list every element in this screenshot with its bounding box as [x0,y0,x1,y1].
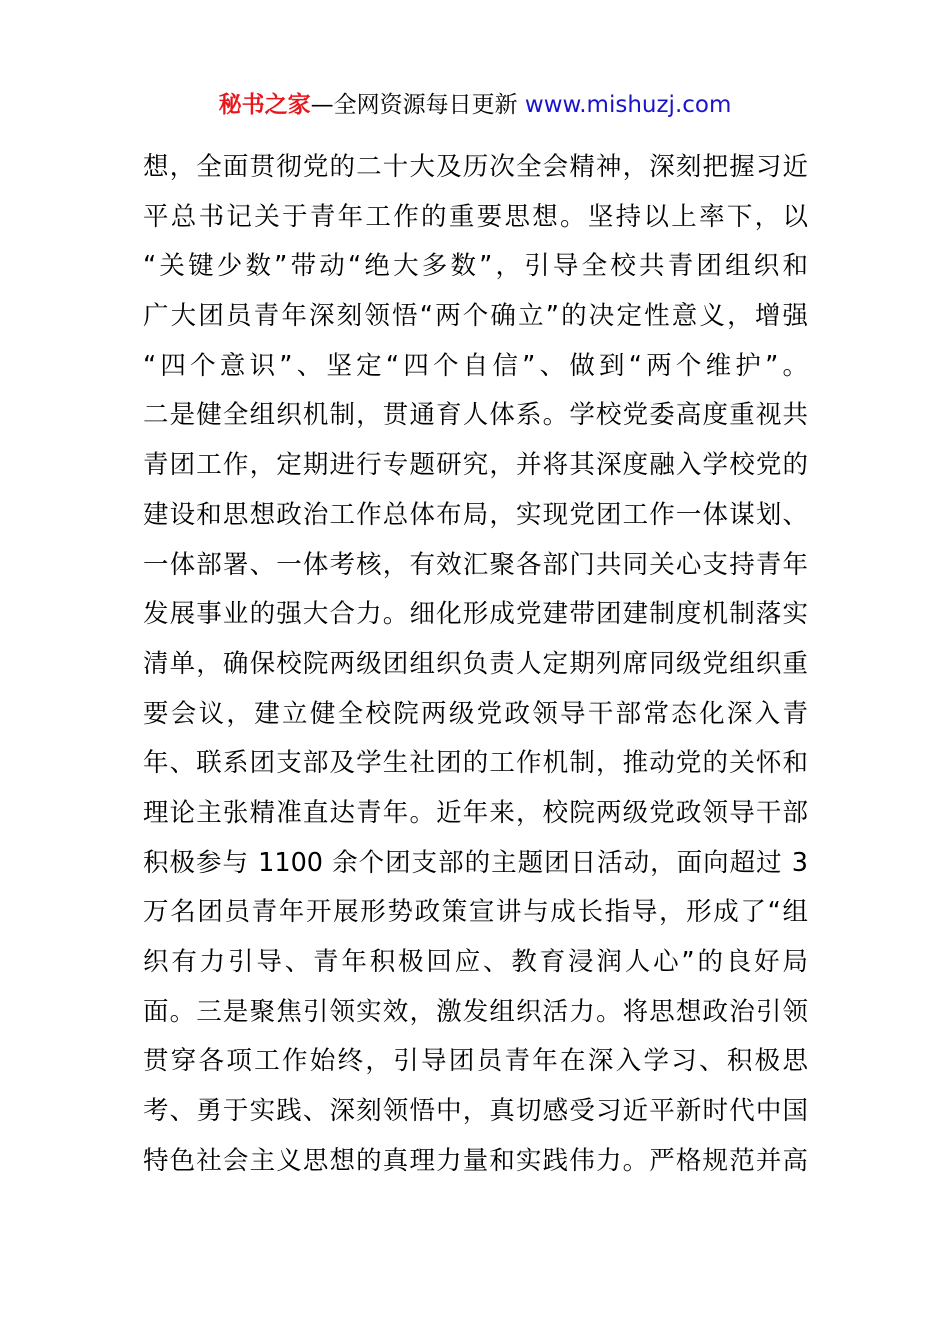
text-line: 考、勇于实践、深刻领悟中，真切感受习近平新时代中国 [143,1096,808,1127]
text-line: 万名团员青年开展形势政策宣讲与成长指导，形成了“组 [143,897,808,928]
site-brand: 秘书之家 [218,92,311,118]
text-line: 要会议，建立健全校院两级党政领导干部常态化深入青 [143,698,808,729]
text-line: 二是健全组织机制，贯通育人体系。学校党委高度重视共 [143,400,808,431]
text-line: 一体部署、一体考核，有效汇聚各部门共同关心支持青年 [143,549,808,580]
text-line: “四个意识”、坚定“四个自信”、做到“两个维护”。 [143,350,808,381]
text-line: 青团工作，定期进行专题研究，并将其深度融入学校党的 [143,450,808,481]
text-line: 想，全面贯彻党的二十大及历次全会精神，深刻把握习近 [143,152,808,182]
text-line: 年、联系团支部及学生社团的工作机制，推动党的关怀和 [143,748,808,779]
text-line: “关键少数”带动“绝大多数”，引导全校共青团组织和 [143,251,808,282]
text-line: 织有力引导、青年积极回应、教育浸润人心”的良好局 [143,947,808,977]
text-line: 贯穿各项工作始终，引导团员青年在深入学习、积极思 [143,1046,808,1077]
text-line: 广大团员青年深刻领悟“两个确立”的决定性意义，增强 [143,301,808,332]
text-line: 特色社会主义思想的真理力量和实践伟力。严格规范并高 [143,1145,808,1176]
text-line: 积极参与 1100 余个团支部的主题团日活动，面向超过 3 [143,847,808,878]
text-line: 理论主张精准直达青年。近年来，校院两级党政领导干部 [143,797,808,828]
text-line: 平总书记关于青年工作的重要思想。坚持以上率下，以 [143,201,808,232]
site-tagline: —全网资源每日更新 [310,92,525,118]
text-line: 建设和思想政治工作总体布局，实现党团工作一体谋划、 [143,499,808,530]
text-line: 面。三是聚焦引领实效，激发组织活力。将思想政治引领 [143,996,808,1027]
text-line: 清单，确保校院两级团组织负责人定期列席同级党组织重 [143,648,808,679]
document-body [143,143,808,1186]
text-line: 发展事业的强大合力。细化形成党建带团建制度机制落实 [143,599,808,630]
site-url-link[interactable]: www.mishuzj.com [524,92,732,118]
site-header [0,88,950,122]
